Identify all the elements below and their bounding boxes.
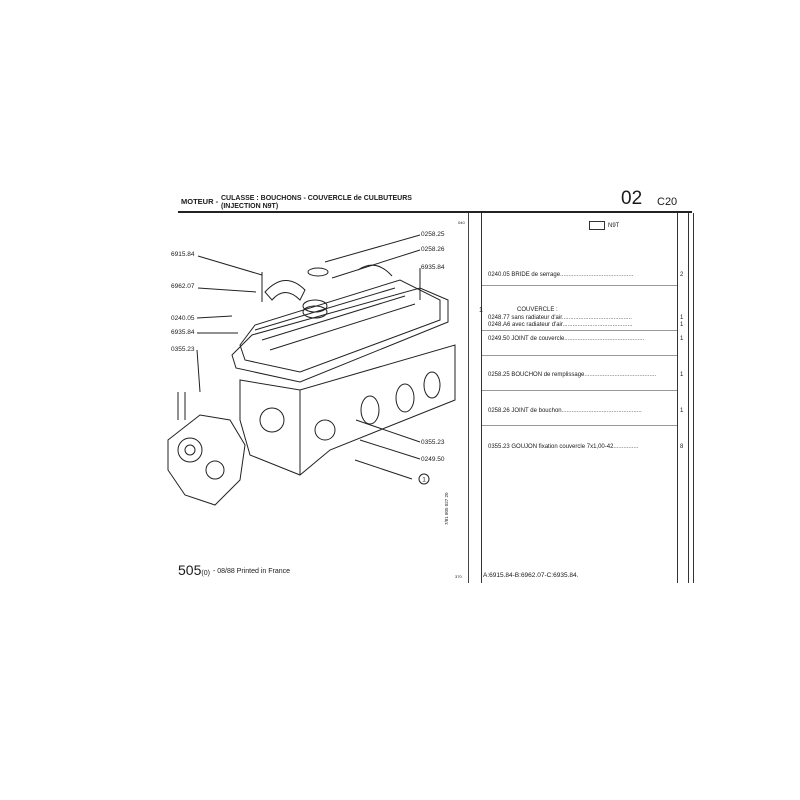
clamp-bracket — [265, 280, 305, 300]
header-category: MOTEUR - — [181, 197, 219, 206]
page-code: 370 — [455, 574, 462, 579]
part-desc: JOINT de bouchon — [511, 408, 562, 414]
part-qty: 1 — [680, 315, 684, 321]
leader-line — [198, 256, 262, 275]
part-desc: sans radiateur d'air — [511, 315, 562, 321]
part-ref: 0248.77 — [488, 315, 510, 321]
part-desc: COUVERCLE : — [517, 307, 558, 313]
header-subtitle: (INJECTION N9T) — [221, 203, 279, 210]
part-ref: 0248.A6 — [488, 322, 511, 328]
part-desc: BRIDE de serrage — [511, 272, 561, 278]
diagram-ref: 6935.84 — [421, 264, 445, 271]
section-number: 02 — [621, 188, 643, 209]
filler-cap-seal — [308, 268, 328, 276]
header-title: CULASSE : BOUCHONS - COUVERCLE de CULBUTEURS — [221, 195, 412, 202]
part-desc: avec radiateur d'air — [512, 322, 563, 328]
diagram-ref: 0355.23 — [421, 439, 445, 446]
diagram-ref: 0240.05 — [171, 315, 195, 322]
side-code-vertical: 7/81 805 027 20 — [444, 492, 449, 525]
table-row: 0240.05 BRIDE de serrage............................................ — [488, 272, 634, 278]
table-row: 0248.A6 avec radiateur d'air.......................................... — [488, 322, 633, 328]
model-label: 505 — [178, 562, 202, 578]
part-qty: 1 — [680, 322, 684, 328]
leader-line — [197, 316, 232, 318]
print-info: - 08/88 Printed in France — [213, 568, 291, 575]
table-row: 0258.25 BOUCHON de remplissage........................................... — [488, 372, 657, 378]
model-suffix: (0) — [201, 570, 210, 577]
leader-line — [325, 235, 420, 262]
water-pump — [168, 415, 245, 505]
diagram-ref: 6935.84 — [171, 329, 195, 336]
section-code: C20 — [657, 196, 678, 208]
part-qty: 2 — [680, 272, 684, 278]
leader-line — [332, 250, 420, 278]
table-row: 0355.23 GOUJON fixation couvercle 7x1,00-42............... — [488, 444, 639, 450]
part-ref: 0258.25 — [488, 372, 510, 378]
table-footnote: A:6915.84-B:6962.07-C:6935.84. — [483, 572, 579, 579]
part-ref: 0240.05 — [488, 272, 510, 278]
diagram-ref: 6915.84 — [171, 251, 195, 258]
gasket — [232, 288, 448, 382]
leader-line — [198, 288, 256, 292]
part-qty: 1 — [680, 372, 684, 378]
diagram-ref: 0355.23 — [171, 346, 195, 353]
side-code-top: 040 — [458, 220, 465, 225]
part-ref: 0249.50 — [488, 336, 510, 342]
part-qty: 1 — [680, 408, 684, 414]
part-desc: GOUJON fixation couvercle 7x1,00-42 — [511, 444, 614, 450]
part-ref: 0258.26 — [488, 408, 510, 414]
part-ref: 0355.23 — [488, 444, 510, 450]
leader-line — [197, 350, 200, 392]
row-marker: 1 — [479, 307, 483, 314]
diagram-ref: 0258.25 — [421, 231, 445, 238]
callout-number: 1 — [422, 476, 426, 484]
cylinder-head — [240, 345, 455, 475]
part-desc: JOINT de couvercle — [511, 336, 565, 342]
diagram-ref: 0258.26 — [421, 246, 445, 253]
diagram-ref: 6962.07 — [171, 283, 195, 290]
part-qty: 8 — [680, 444, 684, 450]
leader-line — [355, 460, 412, 479]
part-desc: BOUCHON de remplissage — [511, 372, 585, 378]
table-row: 0248.77 sans radiateur d'air.......................................... — [488, 315, 632, 321]
leader-line — [356, 420, 420, 442]
diagram-ref: 0249.50 — [421, 456, 445, 463]
table-row: 0249.50 JOINT de couvercle................................................ — [488, 336, 645, 342]
part-qty: 1 — [680, 336, 684, 342]
table-row: 0258.26 JOINT de bouchon................................................ — [488, 408, 642, 414]
leader-line — [360, 440, 420, 459]
engine-badge-label: N9T — [608, 222, 620, 229]
